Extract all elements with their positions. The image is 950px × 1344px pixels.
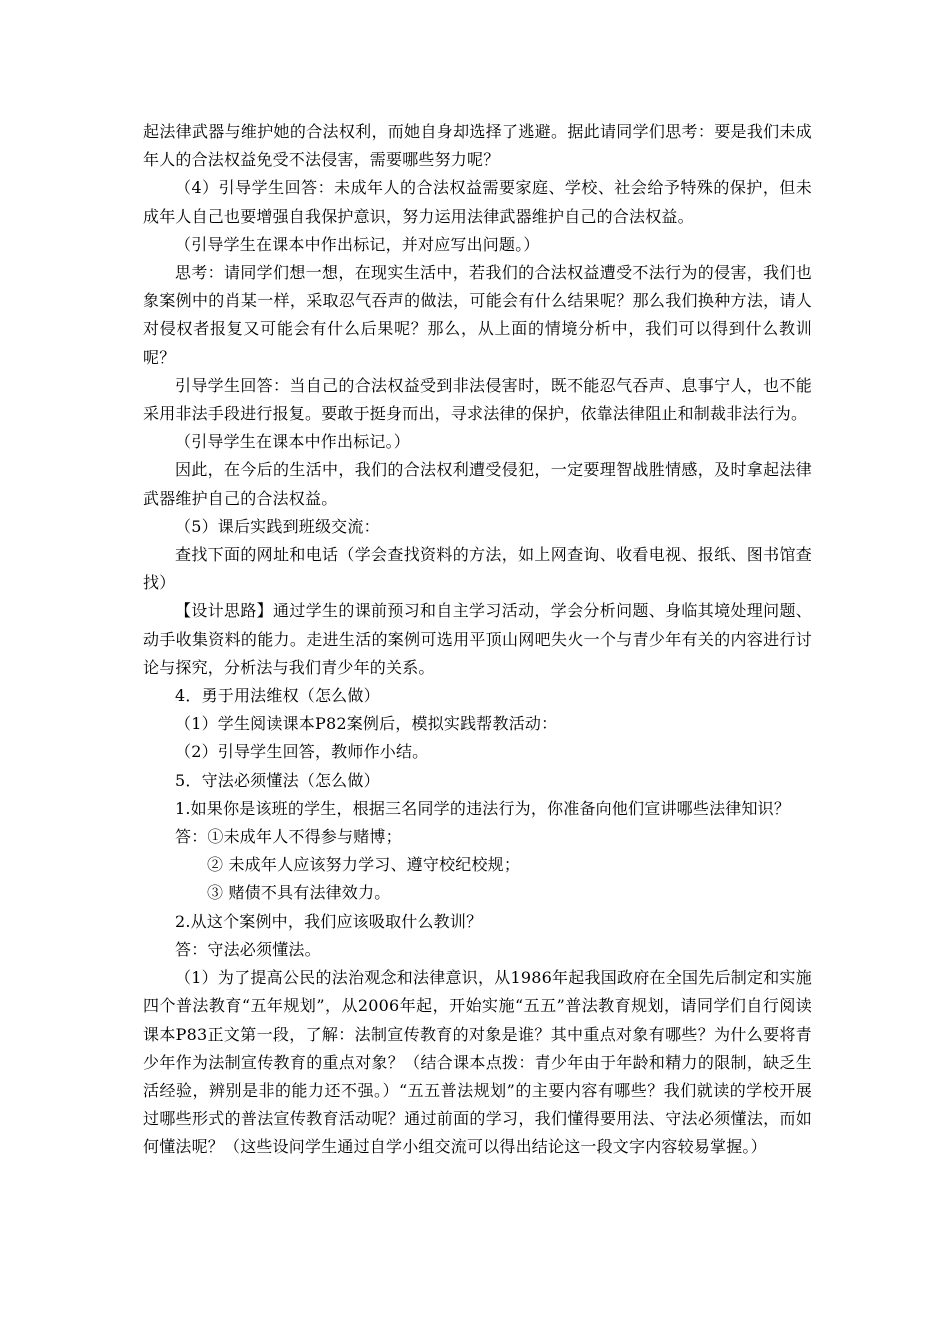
heading-section-4: 4．勇于用法维权（怎么做） [175,686,380,706]
paragraph-practice-5: （5）课后实践到班级交流： [175,516,380,536]
answer-1-item-2: ② 未成年人应该努力学习、遵守校纪校规； [207,855,521,875]
question-2: 2.从这个案例中，我们应该吸取什么教训？ [175,911,483,931]
heading-section-5: 5．守法必须懂法（怎么做） [175,770,380,790]
answer-2: 答：守法必须懂法。 [175,939,321,959]
paragraph-law-education: （1）为了提高公民的法治观念和法律意识，从1986年起我国政府在全国先后制定和实施四个普法教育“五年规划”，从2006年起，开始实施“五五”普法教育规划，请同学们自行阅读课本P83正文第一段，了解：法制宣传教育的对象是谁？其中重点对象有哪些？为什么要将青少年作为法制宣传教育的重点对象？（结合课本点拨：青少年由于年龄和精力的限制，缺乏生活经验，辨别是非的能力还不强。）“五五普法规划”的主要内容有哪些？我们就读的学校开展过哪些形式的普法宣传教育活动呢？通过前面的学习，我们懂得要用法、守法必须懂法，而如何懂法呢？（这些设问学生通过自学小组交流可以得出结论这一段文字内容较易掌握。） [143,968,812,1157]
paragraph-note-mark-question: （引导学生在课本中作出标记，并对应写出问题。） [175,234,540,254]
paragraph-therefore: 因此，在今后的生活中，我们的合法权利遭受侵犯，一定要理智战胜情感，及时拿起法律武器维护自己的合法权益。 [143,460,812,508]
answer-1-item-1: 答：①未成年人不得参与赌博； [175,827,402,847]
answer-1-item-3: ③ 赌债不具有法律效力。 [207,883,391,903]
paragraph-step-1: （1）学生阅读课本P82案例后，模拟实践帮教活动： [175,714,558,734]
paragraph-answer-4: （4）引导学生回答：未成年人的合法权益需要家庭、学校、社会给予特殊的保护，但未成年人自己也要增强自我保护意识，努力运用法律武器维护自己的合法权益。 [143,178,812,226]
paragraph-design-idea: 【设计思路】通过学生的课前预习和自主学习活动，学会分析问题、身临其境处理问题、动手收集资料的能力。走进生活的案例可选用平顶山网吧失火一个与青少年有关的内容进行讨论与探究，分析法与我们青少年的关系。 [143,601,812,677]
paragraph-note-mark: （引导学生在课本中作出标记。） [175,432,411,452]
paragraph-think: 思考：请同学们想一想，在现实生活中，若我们的合法权益遭受不法行为的侵害，我们也象案例中的肖某一样，采取忍气吞声的做法，可能会有什么结果呢？那么我们换种方法，请人对侵权者报复又可能会有什么后果呢？那么，从上面的情境分析中，我们可以得到什么教训呢？ [143,263,812,367]
question-1: 1.如果你是该班的学生，根据三名同学的违法行为，你准备向他们宣讲哪些法律知识？ [175,798,791,818]
paragraph-guide-answer: 引导学生回答：当自己的合法权益受到非法侵害时，既不能忍气吞声、息事宁人，也不能采用非法手段进行报复。要敢于挺身而出，寻求法律的保护，依靠法律阻止和制裁非法行为。 [143,375,812,424]
paragraph-step-2: （2）引导学生回答，教师作小结。 [175,742,429,762]
paragraph-search: 查找下面的网址和电话（学会查找资料的方法，如上网查询、收看电视、报纸、图书馆查找） [143,545,812,593]
paragraph-continuation: 起法律武器与维护她的合法权利，而她自身却选择了逃避。据此请同学们思考：要是我们未成年人的合法权益免受不法侵害，需要哪些努力呢？ [143,122,812,170]
